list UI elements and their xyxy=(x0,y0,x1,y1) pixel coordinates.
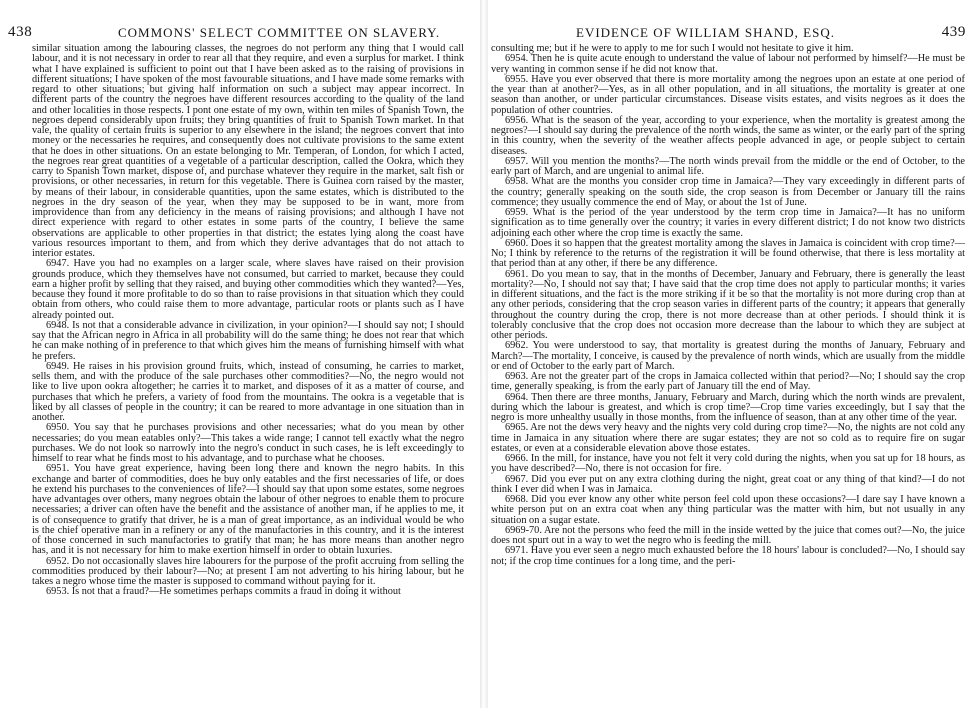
paragraph: 6955. Have you ever observed that there is more mortality among the negroes upon an estate at one period of the year than at another?—Yes, as in all other population, and in all situations, the mortality is greater at one season than another, or under particular circumstances. Disease visits estates, and visits negroes as it does the population of other countries. xyxy=(491,73,965,116)
paragraph: 6958. What are the months you consider crop time in Jamaica?—They vary exceedingly in different parts of the country; generally speaking on the south side, the crop season is from December or January till the rains commence; they usually commence the end of May, or about the 1st of June. xyxy=(491,176,965,208)
paragraph: 6963. Are not the greater part of the crops in Jamaica collected within that period?—No; I should say the crop time, generally speaking, is from the early part of January till the end of May. xyxy=(491,371,965,393)
paragraph: 6964. Then there are three months, January, February and March, during which the north winds are prevalent, during which the labour is greatest, and which is crop time?—Crop time varies exceedingly, but I say that the negro is more unhealthy usually in those months, from the influence of season, than at any other time of the year. xyxy=(491,391,965,423)
page-number: 439 xyxy=(941,24,966,40)
paragraph: 6968. Did you ever know any other white person feel cold upon these occasions?—I dare say I have known a white person put on an extra coat when any thing particular was the matter with him, but not usually in any situation on a sugar estate. xyxy=(491,494,965,526)
left-page xyxy=(0,0,480,708)
paragraph: 6960. Does it so happen that the greatest mortality among the slaves in Jamaica is coincident with crop time?—No; I think by reference to the returns of the registration it will be found otherwise, that there is less mortality at that period than at any other, if there be any difference. xyxy=(491,237,965,270)
paragraph: 6952. Do not occasionally slaves hire labourers for the purpose of the profit accruing from selling the commodities produced by their labour?—No; at present I am not adverting to his hiring labour, but he takes a negro whose time the master is supposed to command without paying for it. xyxy=(32,555,464,587)
paragraph: 6966. In the mill, for instance, have you not felt it very cold during the nights, when you sat up for 18 hours, as you have described?—No, there is not occasion for fire. xyxy=(491,453,965,475)
paragraph: 6953. Is not that a fraud?—He sometimes perhaps commits a fraud in doing it without xyxy=(46,586,401,598)
right-page xyxy=(488,0,980,708)
running-head: EVIDENCE OF WILLIAM SHAND, ESQ. xyxy=(576,25,835,40)
paragraph: 6947. Have you had no examples on a larger scale, where slaves have raised on their provision grounds produce, which they themselves have not consumed, but carried to market, because they could earn a higher profit by selling that they raised, and buying other commodities which they wanted?—Yes, because they found it more profitable to do so than to raise provisions in that situation which they could obtain from others, who could raise them to more advantage, particular roots or plants such as I have already pointed out. xyxy=(32,258,464,321)
paragraph: 6969-70. Are not the persons who feed the mill in the inside wetted by the juice that comes out?—No, the juice does not spurt out in a way to wet the negro who is feeding the mill. xyxy=(491,524,965,546)
paragraph: consulting me; but if he were to apply to me for such I would not hesitate to give it him. xyxy=(491,44,854,54)
paragraph: 6962. You were understood to say, that mortality is greatest during the months of January, February and March?—The mortality, I conceive, is caused by the prevalence of north winds, which are usually from the middle or end of October to the early part of March. xyxy=(491,340,965,372)
left-page-header xyxy=(8,24,468,42)
paragraph: 6971. Have you ever seen a negro much exhausted before the 18 hours' labour is concluded?—No, I should say not; if the crop time continues for a long time, and the peri- xyxy=(491,545,965,567)
paragraph: 6950. You say that he purchases provisions and other necessaries; what do you mean by other necessaries; do you mean eatables only?—This takes a wide range; I cannot tell exactly what the negro purchases. We do not look so narrowly into the negro's conduct in such cases, he is left exceedingly to himself to rear what he finds most to his advantage, and to purchase what he chooses. xyxy=(32,422,464,464)
paragraph: 6959. What is the period of the year understood by the term crop time in Jamaica?—It has no uniform signification as to time generally over the country; it varies in every different district; I do not know two districts adjoining each other where the crop time is exactly the same. xyxy=(491,207,965,239)
book-gutter xyxy=(480,0,488,708)
left-page-text xyxy=(32,44,464,708)
right-page-header xyxy=(488,24,966,42)
right-page-text xyxy=(491,44,965,708)
paragraph: 6951. You have great experience, having been long there and known the negro habits. In this exchange and barter of commodities, does he buy only eatables and the first necessaries of life, or does he extend his purchases to the conveniences of life?—I should say that upon some estates, some negroes have advantages over others, many negroes obtain the labour of other negroes to enable them to procure necessaries; a driver can often have the benefit and the assistance of another man, if he applies to me, it is of consequence to gratify that driver, he is a man of great importance, as an individual would be who is the chief operative man in a refinery or any of the manufactories in this country, and it is the interest of those concerned in such manufactories to gratify that man; he has more means than another negro has, and it is not necessary for him to make exertion himself in order to obtain luxuries. xyxy=(32,463,464,557)
paragraph: 6954. Then he is quite acute enough to understand the value of labour not performed by himself?—He must be very wanting in common sense if he did not know that. xyxy=(491,53,965,75)
running-head: COMMONS' SELECT COMMITTEE ON SLAVERY. xyxy=(118,25,441,40)
paragraph: 6967. Did you ever put on any extra clothing during the night, great coat or any thing of that kind?—I do not think I ever did when I was in Jamaica. xyxy=(491,473,965,495)
paragraph: 6956. What is the season of the year, according to your experience, when the mortality is greatest among the negroes?—I should say during the prevalence of the north winds, the same as winter, or the early part of the spring in this country, when the severity of the weather affects people advanced in age, or people subject to certain diseases. xyxy=(491,114,965,157)
paragraph: 6949. He raises in his provision ground fruits, which, instead of consuming, he carries to market, sells them, and with the produce of the sale purchases other commodities?—No, the negro would not like to live upon ookra altogether; he carries it to market, and disposes of it as a matter of course, and purchases that which he prefers, a variety of food from the mountains. The ookra is a vegetable that is liked by all classes of people in the country; it can be reared to more advantage in one situation than in another. xyxy=(32,360,464,423)
paragraph: 6961. Do you mean to say, that in the months of December, January and February, there is generally the least mortality?—No, I should not say that; I have said that the crop time does not apply to particular months; it varies in different situations, and the fact is the more striking if it be so that the mortality is not more during crop than at any other periods, considering that the crop season varies in different parts of the country; it appears that generally throughout the country during the crop, there is not more decrease than at other periods. I should think it is tolerably conclusive that the crop does not occasion more decrease than the labour to which they are subject at other periods. xyxy=(491,268,965,341)
paragraph: similar situation among the labouring classes, the negroes do not perform any thing that I would call labour, and it is not necessary in order to rear all that they require, and even a surplus for market. I think what I have explained is sufficient to point out that I have been asked as to the raising of provisions in different situations; I have spoken of the most favourable situations, and I have made some remarks with regard to other situations; but giving half information on such a subject may appear incorrect. In different parts of the country the negroes have different resources according to the quality of the land and other localities in those respects. I pont one estate of my own, within ten miles of Spanish Town, the negroes depend considerably upon fruits; they bring quantities of fruit to Spanish Town market. In that vale, the quality of certain fruits is superior to any elsewhere in the island; the negroes convert that into money or the necessaries he requires, and consequently does not cultivate provisions to the same extent that he does in other situations. On an estate belonging to Mr. Temperan, of London, for which I acted, the negroes rear great quantities of a vegetable of a particular description, called the Ookra, which they carry to Spanish Town market, dispose of, and purchase whatever they require in the market, salt fish or provisions, or other necessaries, in return for this vegetable. There is Guinea corn raised by the master, by means of their labour, in considerable quantities, upon the same estates, which is distributed to the negroes in the dry season of the year, when they may be supposed to be in want, more from improvidence than from any deficiency in the means of raising provisions; and although I have not direct experience with regard to other estates in some parts of the country, I believe the same observations are applicable to other properties in that district; the estates lying along the coast have various resources important to them, and from which they derive advantages that do not attach to interior estates. xyxy=(32,44,464,259)
paragraph: 6948. Is not that a considerable advance in civilization, in your opinion?—I should say not; I should say that the African negro in Africa in all probability will do the same thing; he does not rear that which he can make nothing of in preference to that which gives him the means of furnishing himself with what he prefers. xyxy=(32,319,464,362)
paragraph: 6965. Are not the dews very heavy and the nights very cold during crop time?—No, the nights are not cold any time in Jamaica in any situation where there are sugar estates; they are not so cold as to require fire on sugar estates, or even at a considerable elevation above those estates. xyxy=(491,422,965,454)
page-number: 438 xyxy=(8,24,33,40)
paragraph: 6957. Will you mention the months?—The north winds prevail from the middle or the end of October, to the early part of March, and are ungenial to animal life. xyxy=(491,155,965,177)
